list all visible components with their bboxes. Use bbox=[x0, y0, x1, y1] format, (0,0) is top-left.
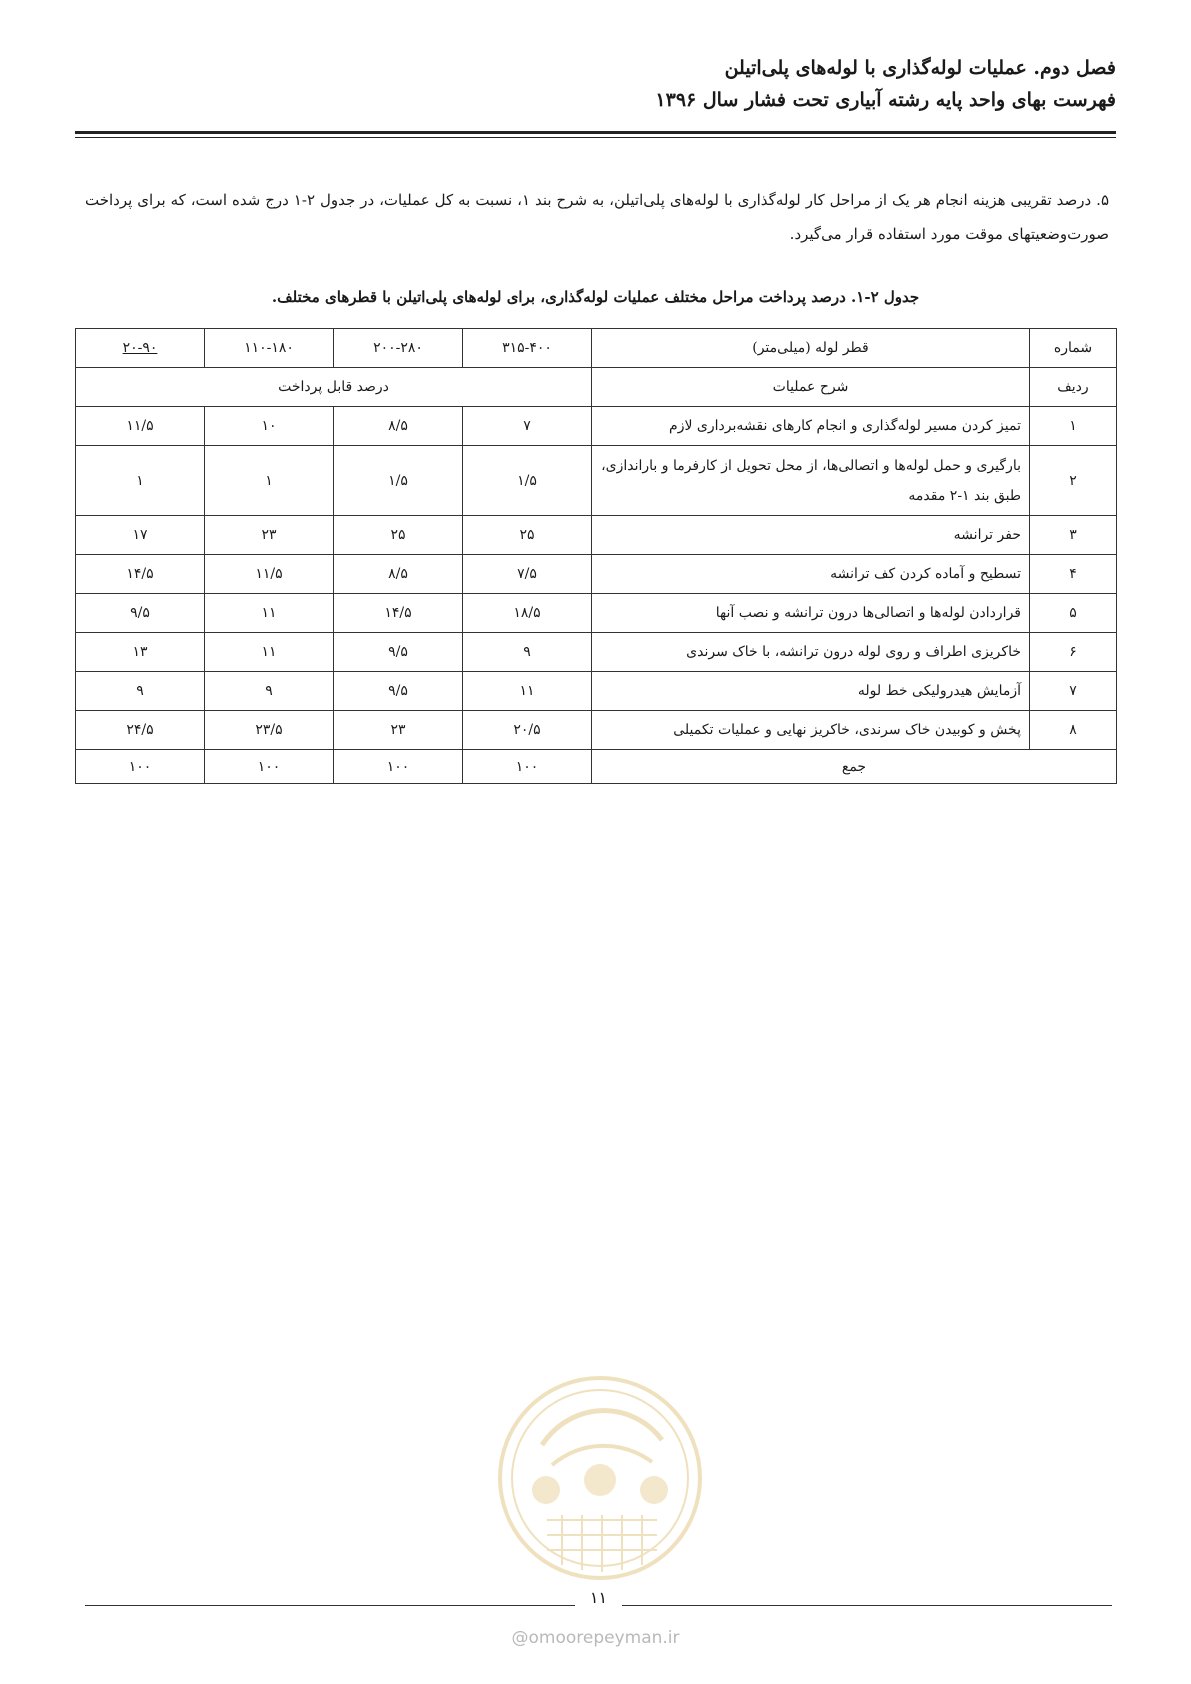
row-description: خاکریزی اطراف و روی لوله درون ترانشه، با خاک سرندی bbox=[592, 633, 1030, 672]
row-value: ۱/۵ bbox=[334, 446, 463, 516]
total-value: ۱۰۰ bbox=[205, 750, 334, 784]
row-value: ۲۴/۵ bbox=[76, 711, 205, 750]
row-value: ۹ bbox=[205, 672, 334, 711]
table-total-row bbox=[76, 750, 1117, 784]
row-value: ۱۴/۵ bbox=[334, 594, 463, 633]
row-number: ۷ bbox=[1030, 672, 1117, 711]
footer-rule-left bbox=[85, 1605, 575, 1606]
total-value: ۱۰۰ bbox=[76, 750, 205, 784]
intro-paragraph: ۵. درصد تقریبی هزینه انجام هر یک از مراحل کار لوله‌گذاری با لوله‌های پلی‌اتیلن، به شرح بند ۱، نسبت به کل عملیات، در جدول ۲-۱ درج شده است، که برای پرداخت صورت‌وضعیتهای موقت مورد استفاده قرار می‌گیرد. bbox=[85, 191, 1109, 243]
header-row-number-2: ردیف bbox=[1030, 368, 1117, 407]
row-number: ۳ bbox=[1030, 516, 1117, 555]
payment-percent-table bbox=[75, 328, 1117, 784]
row-value: ۸/۵ bbox=[334, 555, 463, 594]
table-caption: جدول ۲-۱. درصد پرداخت مراحل مختلف عملیات لوله‌گذاری، برای لوله‌های پلی‌اتیلن با قطرهای مختلف. bbox=[271, 288, 920, 306]
watermark-logo bbox=[492, 1370, 708, 1586]
table-row bbox=[76, 407, 1117, 446]
row-value: ۱۳ bbox=[76, 633, 205, 672]
header-operation-label: شرح عملیات bbox=[592, 368, 1030, 407]
header-diameter-1: ۲۰۰-۲۸۰ bbox=[334, 329, 463, 368]
row-value: ۸/۵ bbox=[334, 407, 463, 446]
row-value: ۲۵ bbox=[463, 516, 592, 555]
row-value: ۱۱/۵ bbox=[76, 407, 205, 446]
row-value: ۹ bbox=[463, 633, 592, 672]
row-number: ۱ bbox=[1030, 407, 1117, 446]
row-value: ۲۵ bbox=[334, 516, 463, 555]
row-value: ۱۷ bbox=[76, 516, 205, 555]
row-value: ۹/۵ bbox=[334, 672, 463, 711]
table-subheader-row bbox=[76, 368, 1117, 407]
table-row bbox=[76, 555, 1117, 594]
table-row bbox=[76, 711, 1117, 750]
footer-rule-right bbox=[622, 1605, 1112, 1606]
row-value: ۱۴/۵ bbox=[76, 555, 205, 594]
row-value: ۱۱/۵ bbox=[205, 555, 334, 594]
table-row bbox=[76, 516, 1117, 555]
header-diameter-3-text: ۲۰-۹۰ bbox=[122, 340, 158, 356]
row-description: قراردادن لوله‌ها و اتصالی‌ها درون ترانشه و نصب آنها bbox=[592, 594, 1030, 633]
row-value: ۲۳ bbox=[334, 711, 463, 750]
header-row-number: شماره bbox=[1030, 329, 1117, 368]
table-row bbox=[76, 446, 1117, 516]
chapter-title: فصل دوم. عملیات لوله‌گذاری با لوله‌های پلی‌اتیلن bbox=[724, 57, 1116, 79]
row-value: ۹/۵ bbox=[76, 594, 205, 633]
row-value: ۱/۵ bbox=[463, 446, 592, 516]
row-value: ۱۰ bbox=[205, 407, 334, 446]
table-row bbox=[76, 633, 1117, 672]
total-value: ۱۰۰ bbox=[463, 750, 592, 784]
header-diameter-3 bbox=[76, 329, 205, 368]
table-row bbox=[76, 594, 1117, 633]
row-value: ۱ bbox=[205, 446, 334, 516]
row-value: ۱ bbox=[76, 446, 205, 516]
header-diameter-2: ۱۱۰-۱۸۰ bbox=[205, 329, 334, 368]
row-value: ۲۳ bbox=[205, 516, 334, 555]
header-rule-thin bbox=[75, 137, 1116, 138]
page-number: ۱۱ bbox=[589, 1588, 608, 1607]
row-value: ۷ bbox=[463, 407, 592, 446]
total-value: ۱۰۰ bbox=[334, 750, 463, 784]
row-value: ۲۳/۵ bbox=[205, 711, 334, 750]
total-label: جمع bbox=[592, 750, 1117, 784]
row-description: آزمایش هیدرولیکی خط لوله bbox=[592, 672, 1030, 711]
row-number: ۶ bbox=[1030, 633, 1117, 672]
header-rule-thick bbox=[75, 131, 1116, 134]
row-value: ۹/۵ bbox=[334, 633, 463, 672]
row-number: ۴ bbox=[1030, 555, 1117, 594]
row-value: ۷/۵ bbox=[463, 555, 592, 594]
site-watermark-text: @omoorepeyman.ir bbox=[511, 1628, 680, 1648]
row-number: ۵ bbox=[1030, 594, 1117, 633]
row-value: ۱۱ bbox=[463, 672, 592, 711]
row-number: ۸ bbox=[1030, 711, 1117, 750]
row-value: ۱۱ bbox=[205, 633, 334, 672]
row-value: ۱۱ bbox=[205, 594, 334, 633]
row-description: پخش و کوبیدن خاک سرندی، خاکریز نهایی و عملیات تکمیلی bbox=[592, 711, 1030, 750]
table-header-row bbox=[76, 329, 1117, 368]
row-description: تسطیح و آماده کردن کف ترانشه bbox=[592, 555, 1030, 594]
row-number: ۲ bbox=[1030, 446, 1117, 516]
document-title: فهرست بهای واحد پایه رشته آبیاری تحت فشار سال ۱۳۹۶ bbox=[655, 89, 1116, 111]
page-header bbox=[75, 52, 1116, 116]
row-description: تمیز کردن مسیر لوله‌گذاری و انجام کارهای نقشه‌برداری لازم bbox=[592, 407, 1030, 446]
row-value: ۲۰/۵ bbox=[463, 711, 592, 750]
row-value: ۱۸/۵ bbox=[463, 594, 592, 633]
header-payable-label: درصد قابل پرداخت bbox=[76, 368, 592, 407]
row-value: ۹ bbox=[76, 672, 205, 711]
header-diameter-label: قطر لوله (میلی‌متر) bbox=[592, 329, 1030, 368]
header-diameter-0: ۳۱۵-۴۰۰ bbox=[463, 329, 592, 368]
table-row bbox=[76, 672, 1117, 711]
row-description: بارگیری و حمل لوله‌ها و اتصالی‌ها، از محل تحویل از کارفرما و باراندازی، طبق بند ۱-۲ مقدمه bbox=[592, 446, 1030, 516]
row-description: حفر ترانشه bbox=[592, 516, 1030, 555]
